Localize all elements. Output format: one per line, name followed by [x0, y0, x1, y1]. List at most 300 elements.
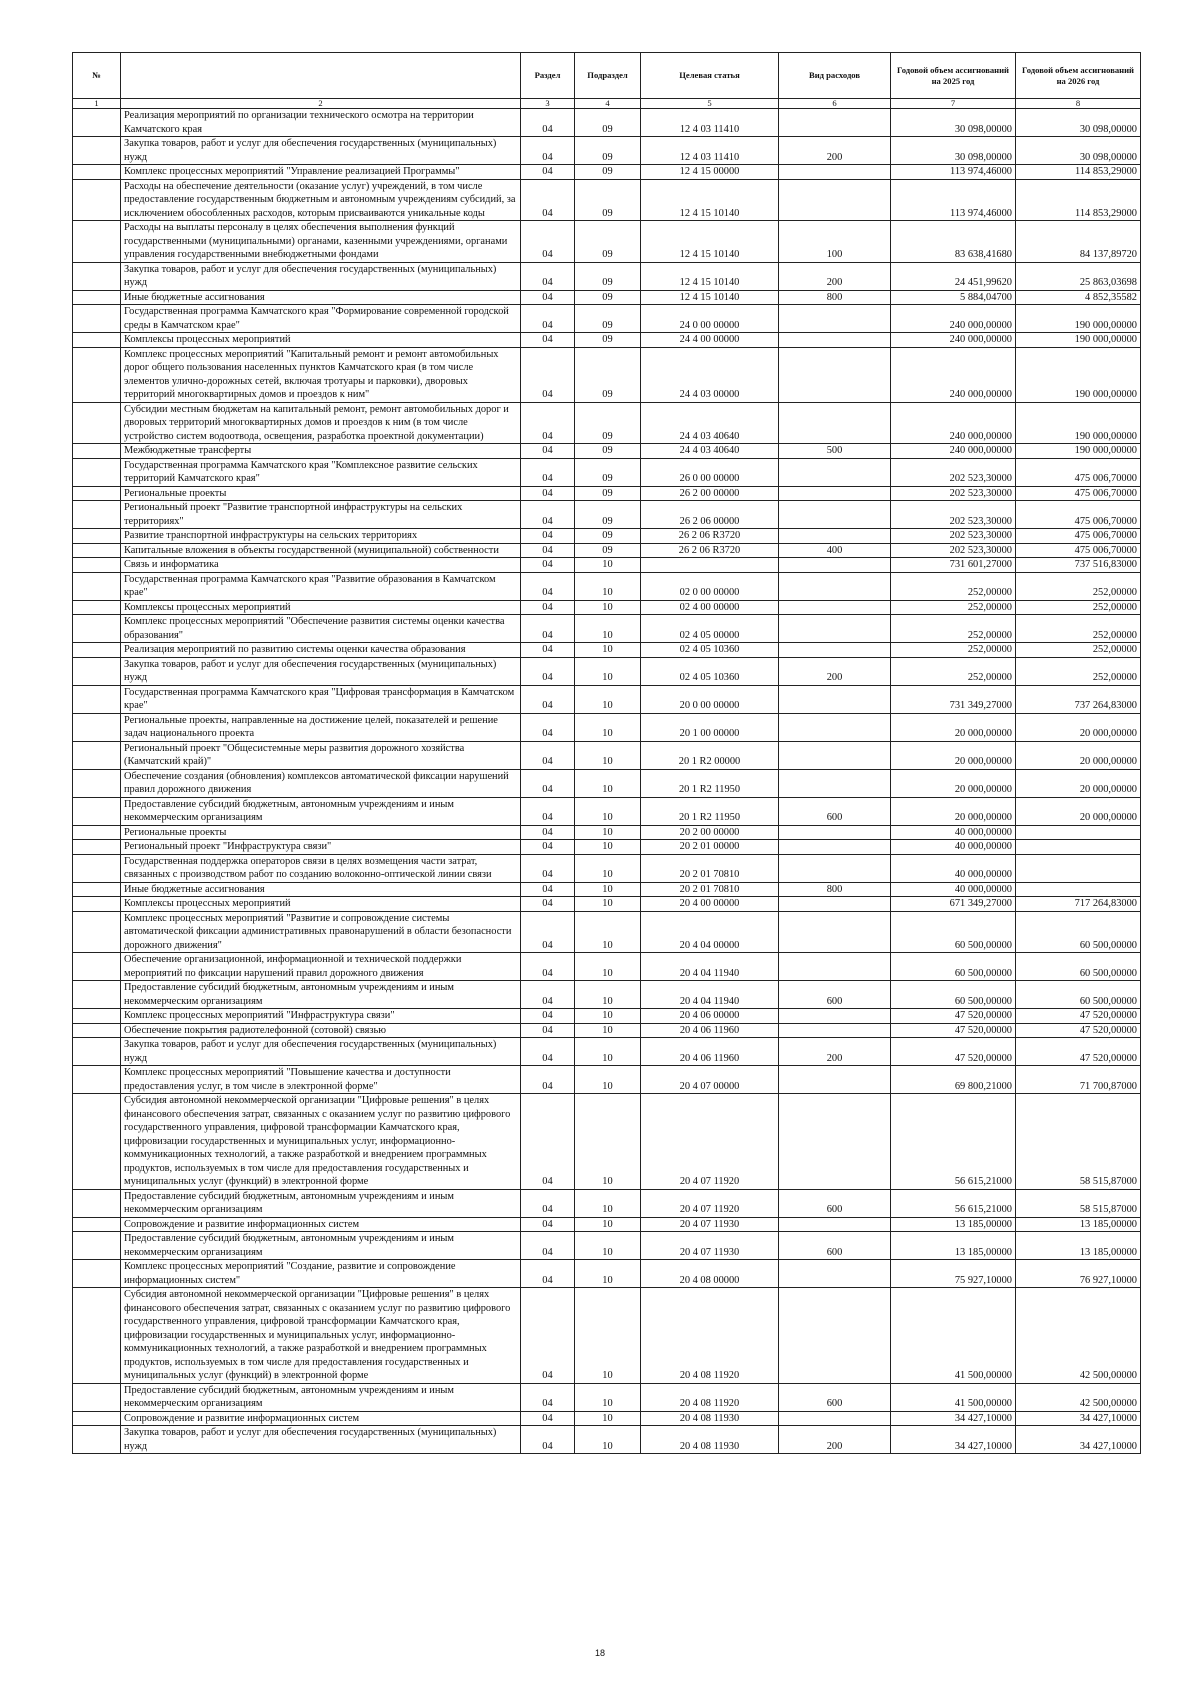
cell-expense-type [779, 402, 891, 444]
cell-name: Региональный проект "Развитие транспортной инфраструктуры на сельских территориях" [121, 501, 521, 529]
cell-amount-2026: 47 520,00000 [1016, 1023, 1141, 1038]
header-no: № [73, 53, 121, 99]
cell-expense-type [779, 501, 891, 529]
cell-razdel: 04 [521, 981, 575, 1009]
cell-target-article: 20 4 07 11920 [641, 1094, 779, 1190]
cell-target-article: 24 4 03 40640 [641, 444, 779, 459]
cell-expense-type [779, 643, 891, 658]
cell-razdel: 04 [521, 1426, 575, 1454]
cell-name: Реализация мероприятий по организации технического осмотра на территории Камчатского края [121, 109, 521, 137]
cell-amount-2026: 76 927,10000 [1016, 1260, 1141, 1288]
cell-name: Обеспечение покрытия радиотелефонной (сотовой) связью [121, 1023, 521, 1038]
table-row [73, 1189, 1141, 1217]
cell-no [73, 501, 121, 529]
cell-no [73, 347, 121, 402]
table-row [73, 643, 1141, 658]
cell-amount-2026: 60 500,00000 [1016, 981, 1141, 1009]
cell-name: Сопровождение и развитие информационных систем [121, 1411, 521, 1426]
cell-name: Обеспечение создания (обновления) комплексов автоматической фиксации нарушений правил дорожного движения [121, 769, 521, 797]
cell-amount-2026: 30 098,00000 [1016, 109, 1141, 137]
cell-expense-type: 600 [779, 1232, 891, 1260]
table-row [73, 713, 1141, 741]
cell-amount-2026: 190 000,00000 [1016, 444, 1141, 459]
table-row [73, 1217, 1141, 1232]
cell-amount-2026: 20 000,00000 [1016, 741, 1141, 769]
cell-no [73, 179, 121, 221]
cell-razdel: 04 [521, 501, 575, 529]
cell-podrazdel: 10 [575, 953, 641, 981]
cell-amount-2026: 114 853,29000 [1016, 179, 1141, 221]
cell-amount-2025: 20 000,00000 [891, 713, 1016, 741]
table-row [73, 825, 1141, 840]
cell-amount-2025: 40 000,00000 [891, 840, 1016, 855]
cell-no [73, 333, 121, 348]
cell-razdel: 04 [521, 305, 575, 333]
cell-no [73, 1094, 121, 1190]
cell-podrazdel: 10 [575, 600, 641, 615]
cell-name: Комплексы процессных мероприятий [121, 333, 521, 348]
cell-name: Комплекс процессных мероприятий "Повышение качества и доступности предоставления услуг, в том числе в электронной форме" [121, 1066, 521, 1094]
cell-razdel: 04 [521, 444, 575, 459]
cell-razdel: 04 [521, 741, 575, 769]
cell-amount-2025: 671 349,27000 [891, 897, 1016, 912]
cell-amount-2026: 475 006,70000 [1016, 501, 1141, 529]
cell-razdel: 04 [521, 529, 575, 544]
cell-name: Расходы на выплаты персоналу в целях обеспечения выполнения функций государственными (муниципальными) органами, казенными учреждениями, органами управления государственными внебюджетными фондами [121, 221, 521, 263]
cell-podrazdel: 09 [575, 137, 641, 165]
cell-amount-2025: 56 615,21000 [891, 1189, 1016, 1217]
cell-amount-2025: 202 523,30000 [891, 486, 1016, 501]
cell-podrazdel: 10 [575, 1383, 641, 1411]
table-row [73, 486, 1141, 501]
cell-no [73, 825, 121, 840]
table-row [73, 1383, 1141, 1411]
cell-podrazdel: 10 [575, 1260, 641, 1288]
cell-podrazdel: 10 [575, 897, 641, 912]
cell-expense-type [779, 109, 891, 137]
cell-name: Предоставление субсидий бюджетным, автономным учреждениям и иным некоммерческим организациям [121, 797, 521, 825]
cell-target-article: 02 4 05 10360 [641, 643, 779, 658]
cell-podrazdel: 10 [575, 981, 641, 1009]
cell-amount-2026: 13 185,00000 [1016, 1232, 1141, 1260]
cell-amount-2025: 252,00000 [891, 600, 1016, 615]
table-row [73, 911, 1141, 953]
cell-amount-2026: 60 500,00000 [1016, 953, 1141, 981]
cell-name: Иные бюджетные ассигнования [121, 882, 521, 897]
cell-razdel: 04 [521, 486, 575, 501]
cell-amount-2026: 58 515,87000 [1016, 1189, 1141, 1217]
cell-amount-2025: 41 500,00000 [891, 1288, 1016, 1384]
cell-name: Комплекс процессных мероприятий "Обеспечение развития системы оценки качества образования" [121, 615, 521, 643]
table-row [73, 1288, 1141, 1384]
table-row [73, 109, 1141, 137]
cell-target-article: 12 4 03 11410 [641, 109, 779, 137]
table-row [73, 854, 1141, 882]
cell-no [73, 769, 121, 797]
table-row [73, 1411, 1141, 1426]
cell-podrazdel: 10 [575, 713, 641, 741]
cell-target-article: 20 0 00 00000 [641, 685, 779, 713]
cell-razdel: 04 [521, 1009, 575, 1024]
table-row [73, 501, 1141, 529]
cell-name: Связь и информатика [121, 558, 521, 573]
cell-razdel: 04 [521, 165, 575, 180]
cell-no [73, 458, 121, 486]
cell-expense-type [779, 1094, 891, 1190]
cell-razdel: 04 [521, 1189, 575, 1217]
table-row [73, 981, 1141, 1009]
cell-target-article: 20 4 08 11920 [641, 1288, 779, 1384]
cell-podrazdel: 09 [575, 165, 641, 180]
table-row [73, 558, 1141, 573]
cell-target-article [641, 558, 779, 573]
cell-target-article: 20 4 04 11940 [641, 981, 779, 1009]
cell-razdel: 04 [521, 657, 575, 685]
cell-razdel: 04 [521, 1094, 575, 1190]
table-row [73, 262, 1141, 290]
cell-target-article: 12 4 15 10140 [641, 179, 779, 221]
cell-amount-2026: 475 006,70000 [1016, 486, 1141, 501]
cell-no [73, 643, 121, 658]
cell-name: Предоставление субсидий бюджетным, автономным учреждениям и иным некоммерческим организациям [121, 1189, 521, 1217]
cell-podrazdel: 10 [575, 741, 641, 769]
cell-amount-2025: 24 451,99620 [891, 262, 1016, 290]
cell-expense-type [779, 854, 891, 882]
cell-expense-type: 200 [779, 262, 891, 290]
header-razdel: Раздел [521, 53, 575, 99]
cell-name: Региональные проекты [121, 825, 521, 840]
page-number: 18 [594, 1648, 605, 1658]
cell-razdel: 04 [521, 643, 575, 658]
cell-podrazdel: 10 [575, 1217, 641, 1232]
cell-target-article: 20 4 04 00000 [641, 911, 779, 953]
cell-target-article: 20 4 07 11930 [641, 1217, 779, 1232]
table-row [73, 882, 1141, 897]
cell-amount-2026: 34 427,10000 [1016, 1411, 1141, 1426]
cell-amount-2026 [1016, 854, 1141, 882]
cell-podrazdel: 09 [575, 444, 641, 459]
table-row [73, 1232, 1141, 1260]
cell-razdel: 04 [521, 333, 575, 348]
cell-no [73, 221, 121, 263]
cell-podrazdel: 10 [575, 558, 641, 573]
column-number: 1 [73, 99, 121, 109]
cell-razdel: 04 [521, 897, 575, 912]
cell-name: Государственная программа Камчатского края "Формирование современной городской среды в Камчатском крае" [121, 305, 521, 333]
cell-target-article: 02 4 05 10360 [641, 657, 779, 685]
cell-expense-type: 200 [779, 1426, 891, 1454]
cell-razdel: 04 [521, 1038, 575, 1066]
cell-amount-2025: 202 523,30000 [891, 458, 1016, 486]
cell-podrazdel: 09 [575, 543, 641, 558]
cell-expense-type [779, 897, 891, 912]
cell-razdel: 04 [521, 458, 575, 486]
cell-razdel: 04 [521, 262, 575, 290]
cell-target-article: 20 2 01 70810 [641, 882, 779, 897]
cell-name: Обеспечение организационной, информационной и технической поддержки мероприятий по фиксации нарушений правил дорожного движения [121, 953, 521, 981]
cell-name: Предоставление субсидий бюджетным, автономным учреждениям и иным некоммерческим организациям [121, 1232, 521, 1260]
cell-razdel: 04 [521, 615, 575, 643]
cell-amount-2026: 114 853,29000 [1016, 165, 1141, 180]
cell-no [73, 1288, 121, 1384]
cell-amount-2026: 34 427,10000 [1016, 1426, 1141, 1454]
cell-razdel: 04 [521, 1411, 575, 1426]
cell-expense-type [779, 1217, 891, 1232]
cell-expense-type [779, 685, 891, 713]
cell-no [73, 911, 121, 953]
cell-podrazdel: 10 [575, 615, 641, 643]
cell-amount-2026: 190 000,00000 [1016, 347, 1141, 402]
cell-expense-type [779, 165, 891, 180]
cell-name: Региональные проекты [121, 486, 521, 501]
cell-name: Субсидия автономной некоммерческой организации "Цифровые решения" в целях финансового обеспечения затрат, связанных с оказанием услуг по развитию цифрового государственного управления, цифровой трансформации Камчатского края, цифровизации государственных и муниципальных услуг, информационно-коммуникационных технологий, а также разработкой и внедрением программных продуктов, используемых в том числе для предоставления государственных и муниципальных услуг (функций) в электронной форме [121, 1094, 521, 1190]
cell-name: Иные бюджетные ассигнования [121, 290, 521, 305]
table-row [73, 953, 1141, 981]
cell-amount-2026: 20 000,00000 [1016, 797, 1141, 825]
cell-expense-type [779, 615, 891, 643]
cell-razdel: 04 [521, 347, 575, 402]
cell-expense-type [779, 1411, 891, 1426]
cell-amount-2025: 240 000,00000 [891, 333, 1016, 348]
cell-amount-2025: 40 000,00000 [891, 854, 1016, 882]
cell-expense-type: 600 [779, 981, 891, 1009]
cell-expense-type: 200 [779, 657, 891, 685]
cell-expense-type: 400 [779, 543, 891, 558]
cell-amount-2025: 240 000,00000 [891, 402, 1016, 444]
cell-expense-type [779, 825, 891, 840]
table-row [73, 1094, 1141, 1190]
table-row [73, 543, 1141, 558]
cell-target-article: 26 2 06 R3720 [641, 529, 779, 544]
cell-amount-2026: 252,00000 [1016, 657, 1141, 685]
cell-expense-type: 200 [779, 137, 891, 165]
cell-target-article: 02 0 00 00000 [641, 572, 779, 600]
cell-name: Закупка товаров, работ и услуг для обеспечения государственных (муниципальных) нужд [121, 262, 521, 290]
cell-no [73, 558, 121, 573]
cell-razdel: 04 [521, 685, 575, 713]
cell-podrazdel: 10 [575, 840, 641, 855]
cell-amount-2026: 252,00000 [1016, 572, 1141, 600]
cell-name: Комплекс процессных мероприятий "Инфраструктура связи" [121, 1009, 521, 1024]
cell-razdel: 04 [521, 840, 575, 855]
cell-name: Предоставление субсидий бюджетным, автономным учреждениям и иным некоммерческим организациям [121, 1383, 521, 1411]
cell-name: Комплекс процессных мероприятий "Капитальный ремонт и ремонт автомобильных дорог общего пользования населенных пунктов Камчатского края (в том числе элементов улично-дорожных сетей, включая тротуары и парковки), дворовых территорий многоквартирных домов и проездов к ним" [121, 347, 521, 402]
cell-target-article: 12 4 15 10140 [641, 262, 779, 290]
header-amount-2026: Годовой объем ассигнований на 2026 год [1016, 53, 1141, 99]
cell-amount-2025: 30 098,00000 [891, 137, 1016, 165]
cell-razdel: 04 [521, 221, 575, 263]
cell-no [73, 981, 121, 1009]
cell-razdel: 04 [521, 1066, 575, 1094]
cell-podrazdel: 10 [575, 911, 641, 953]
cell-target-article: 24 4 03 00000 [641, 347, 779, 402]
cell-amount-2025: 60 500,00000 [891, 953, 1016, 981]
cell-name: Закупка товаров, работ и услуг для обеспечения государственных (муниципальных) нужд [121, 1038, 521, 1066]
cell-podrazdel: 09 [575, 109, 641, 137]
cell-amount-2026: 25 863,03698 [1016, 262, 1141, 290]
cell-razdel: 04 [521, 1383, 575, 1411]
cell-no [73, 657, 121, 685]
cell-podrazdel: 09 [575, 262, 641, 290]
cell-expense-type [779, 1009, 891, 1024]
cell-target-article: 26 2 06 00000 [641, 501, 779, 529]
table-row [73, 290, 1141, 305]
table-row [73, 347, 1141, 402]
cell-expense-type [779, 333, 891, 348]
cell-no [73, 543, 121, 558]
cell-no [73, 1411, 121, 1426]
cell-podrazdel: 09 [575, 402, 641, 444]
cell-name: Закупка товаров, работ и услуг для обеспечения государственных (муниципальных) нужд [121, 657, 521, 685]
cell-amount-2026: 20 000,00000 [1016, 713, 1141, 741]
cell-amount-2025: 202 523,30000 [891, 529, 1016, 544]
cell-target-article: 24 4 03 40640 [641, 402, 779, 444]
column-number: 8 [1016, 99, 1141, 109]
cell-name: Закупка товаров, работ и услуг для обеспечения государственных (муниципальных) нужд [121, 137, 521, 165]
budget-table [72, 52, 1141, 1454]
cell-name: Расходы на обеспечение деятельности (оказание услуг) учреждений, в том числе предоставление государственным бюджетным и автономным учреждениям субсидий, за исключением обособленных расходов, которым присваиваются уникальные коды [121, 179, 521, 221]
cell-no [73, 165, 121, 180]
cell-amount-2026: 475 006,70000 [1016, 543, 1141, 558]
cell-amount-2026: 30 098,00000 [1016, 137, 1141, 165]
table-row [73, 1066, 1141, 1094]
cell-name: Комплекс процессных мероприятий "Создание, развитие и сопровождение информационных систем" [121, 1260, 521, 1288]
cell-amount-2025: 75 927,10000 [891, 1260, 1016, 1288]
table-row [73, 572, 1141, 600]
cell-expense-type [779, 305, 891, 333]
cell-no [73, 109, 121, 137]
cell-razdel: 04 [521, 1260, 575, 1288]
cell-razdel: 04 [521, 1232, 575, 1260]
cell-amount-2025: 240 000,00000 [891, 444, 1016, 459]
cell-amount-2026: 84 137,89720 [1016, 221, 1141, 263]
cell-podrazdel: 10 [575, 1189, 641, 1217]
cell-no [73, 1217, 121, 1232]
cell-amount-2025: 47 520,00000 [891, 1023, 1016, 1038]
cell-target-article: 20 4 08 11920 [641, 1383, 779, 1411]
cell-target-article: 20 4 08 00000 [641, 1260, 779, 1288]
cell-podrazdel: 09 [575, 529, 641, 544]
cell-podrazdel: 10 [575, 657, 641, 685]
cell-target-article: 20 1 R2 00000 [641, 741, 779, 769]
cell-amount-2025: 34 427,10000 [891, 1411, 1016, 1426]
cell-expense-type [779, 572, 891, 600]
cell-expense-type [779, 458, 891, 486]
cell-no [73, 402, 121, 444]
cell-amount-2025: 60 500,00000 [891, 911, 1016, 953]
cell-podrazdel: 10 [575, 572, 641, 600]
cell-amount-2026: 475 006,70000 [1016, 529, 1141, 544]
cell-target-article: 12 4 03 11410 [641, 137, 779, 165]
cell-amount-2025: 13 185,00000 [891, 1217, 1016, 1232]
cell-amount-2026: 20 000,00000 [1016, 769, 1141, 797]
cell-expense-type [779, 1023, 891, 1038]
cell-amount-2026: 252,00000 [1016, 615, 1141, 643]
cell-podrazdel: 10 [575, 1426, 641, 1454]
cell-podrazdel: 09 [575, 347, 641, 402]
cell-razdel: 04 [521, 402, 575, 444]
cell-expense-type: 100 [779, 221, 891, 263]
header-name [121, 53, 521, 99]
cell-amount-2026 [1016, 840, 1141, 855]
cell-razdel: 04 [521, 854, 575, 882]
cell-podrazdel: 10 [575, 882, 641, 897]
cell-expense-type [779, 529, 891, 544]
cell-amount-2025: 60 500,00000 [891, 981, 1016, 1009]
cell-expense-type [779, 769, 891, 797]
cell-name: Государственная поддержка операторов связи в целях возмещения части затрат, связанных с производством работ по созданию волоконно-оптической линии связи [121, 854, 521, 882]
cell-target-article: 20 4 06 11960 [641, 1023, 779, 1038]
cell-name: Комплексы процессных мероприятий [121, 897, 521, 912]
cell-expense-type [779, 953, 891, 981]
cell-podrazdel: 09 [575, 290, 641, 305]
cell-amount-2025: 113 974,46000 [891, 179, 1016, 221]
cell-target-article: 12 4 15 10140 [641, 221, 779, 263]
cell-name: Комплекс процессных мероприятий "Управление реализацией Программы" [121, 165, 521, 180]
cell-razdel: 04 [521, 1217, 575, 1232]
table-row [73, 1426, 1141, 1454]
table-row [73, 179, 1141, 221]
cell-razdel: 04 [521, 109, 575, 137]
cell-amount-2025: 30 098,00000 [891, 109, 1016, 137]
cell-target-article: 20 2 00 00000 [641, 825, 779, 840]
cell-name: Реализация мероприятий по развитию системы оценки качества образования [121, 643, 521, 658]
cell-podrazdel: 09 [575, 221, 641, 263]
table-row [73, 305, 1141, 333]
cell-podrazdel: 10 [575, 1038, 641, 1066]
cell-expense-type [779, 600, 891, 615]
cell-podrazdel: 10 [575, 685, 641, 713]
cell-name: Государственная программа Камчатского края "Развитие образования в Камчатском крае" [121, 572, 521, 600]
cell-podrazdel: 09 [575, 486, 641, 501]
cell-no [73, 713, 121, 741]
column-number: 6 [779, 99, 891, 109]
table-row [73, 1009, 1141, 1024]
table-body [73, 109, 1141, 1454]
cell-razdel: 04 [521, 825, 575, 840]
cell-amount-2026: 58 515,87000 [1016, 1094, 1141, 1190]
cell-amount-2026: 42 500,00000 [1016, 1288, 1141, 1384]
cell-no [73, 444, 121, 459]
cell-amount-2025: 41 500,00000 [891, 1383, 1016, 1411]
cell-name: Капитальные вложения в объекты государственной (муниципальной) собственности [121, 543, 521, 558]
cell-razdel: 04 [521, 1288, 575, 1384]
cell-name: Субсидии местным бюджетам на капитальный ремонт, ремонт автомобильных дорог и дворовых территорий многоквартирных домов и проездов к ним (в том числе устройство систем водоотвода, освещения, разработка проектной документации) [121, 402, 521, 444]
cell-no [73, 1232, 121, 1260]
cell-no [73, 486, 121, 501]
cell-no [73, 897, 121, 912]
header-amount-2025: Годовой объем ассигнований на 2025 год [891, 53, 1016, 99]
cell-no [73, 262, 121, 290]
table-row [73, 615, 1141, 643]
cell-name: Государственная программа Камчатского края "Комплексное развитие сельских территорий Камчатского края" [121, 458, 521, 486]
cell-amount-2025: 47 520,00000 [891, 1009, 1016, 1024]
table-row [73, 769, 1141, 797]
cell-expense-type: 800 [779, 290, 891, 305]
cell-amount-2026: 47 520,00000 [1016, 1009, 1141, 1024]
cell-razdel: 04 [521, 558, 575, 573]
cell-expense-type: 800 [779, 882, 891, 897]
cell-amount-2026: 60 500,00000 [1016, 911, 1141, 953]
cell-podrazdel: 10 [575, 1009, 641, 1024]
cell-amount-2025: 731 601,27000 [891, 558, 1016, 573]
cell-expense-type [779, 911, 891, 953]
cell-name: Региональный проект "Общесистемные меры развития дорожного хозяйства (Камчатский край)" [121, 741, 521, 769]
table-header-row [73, 53, 1141, 99]
cell-name: Комплексы процессных мероприятий [121, 600, 521, 615]
cell-no [73, 1426, 121, 1454]
cell-target-article: 20 1 R2 11950 [641, 769, 779, 797]
